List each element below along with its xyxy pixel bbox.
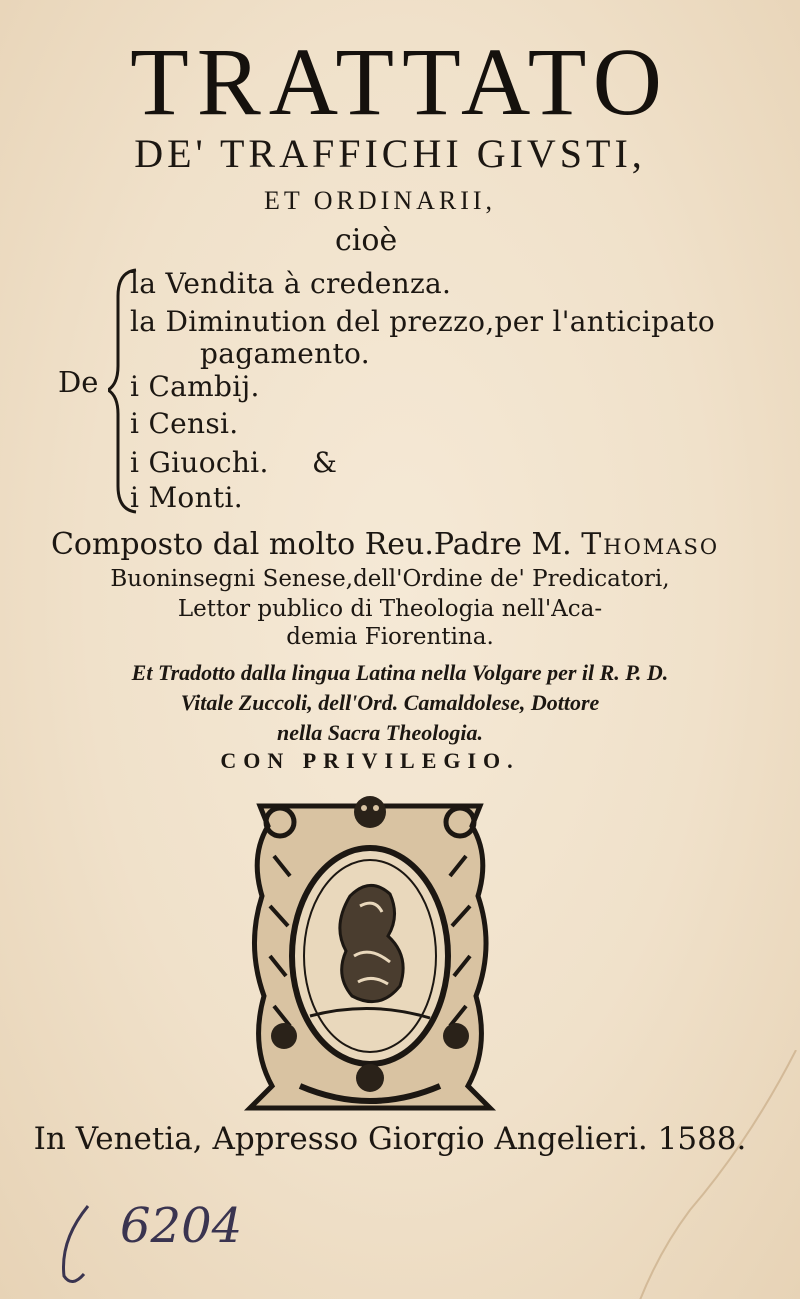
translation-line-3: nella Sacra Theologia. — [277, 720, 483, 745]
author-prefix: Composto dal molto Reu.Padre M. — [50, 527, 582, 562]
handwritten-shelfmark — [50, 1190, 290, 1290]
topic-item: la Vendita à credenza. — [130, 267, 452, 300]
translation-line-2: Vitale Zuccoli, dell'Ord. Camaldolese, Dottore — [180, 690, 600, 715]
printer-device-woodcut — [240, 786, 500, 1120]
subtitle-line-2: ET ORDINARII, — [263, 186, 497, 215]
de-label: De — [58, 365, 99, 399]
topic-item: i Censi. — [130, 407, 239, 440]
author-line-4: demia Fiorentina. — [286, 624, 494, 650]
handwritten-note: 6204 — [120, 1198, 243, 1254]
author-name: Thomaso — [581, 527, 720, 562]
author-line-3: Lettor publico di Theologia nell'Aca- — [177, 596, 603, 622]
translation-line-1: Et Tradotto dalla lingua Latina nella Volgare per il R. P. D. — [131, 660, 669, 685]
topic-item: i Cambij. — [130, 370, 260, 403]
paper-crease — [600, 1050, 800, 1299]
topic-item: i Giuochi. — [130, 446, 269, 479]
ampersand: & — [312, 446, 337, 479]
imprint-line: In Venetia, Appresso Giorgio Angelieri. 1588. — [33, 1121, 747, 1157]
subtitle-line-1: DE' TRAFFICHI GIVSTI, — [134, 131, 646, 176]
topic-item: i Monti. — [130, 481, 243, 514]
topic-item: la Diminution del prezzo,per l'anticipato — [130, 305, 716, 338]
book-title: TRATTATO — [130, 28, 670, 135]
privilege-line: CON PRIVILEGIO. — [220, 748, 520, 773]
author-line — [0, 527, 770, 562]
topic-item-continuation: pagamento. — [200, 337, 370, 370]
author-line-2: Buoninsegni Senese,dell'Ordine de' Predicatori, — [110, 566, 670, 592]
cioe-label: cioè — [335, 223, 398, 258]
